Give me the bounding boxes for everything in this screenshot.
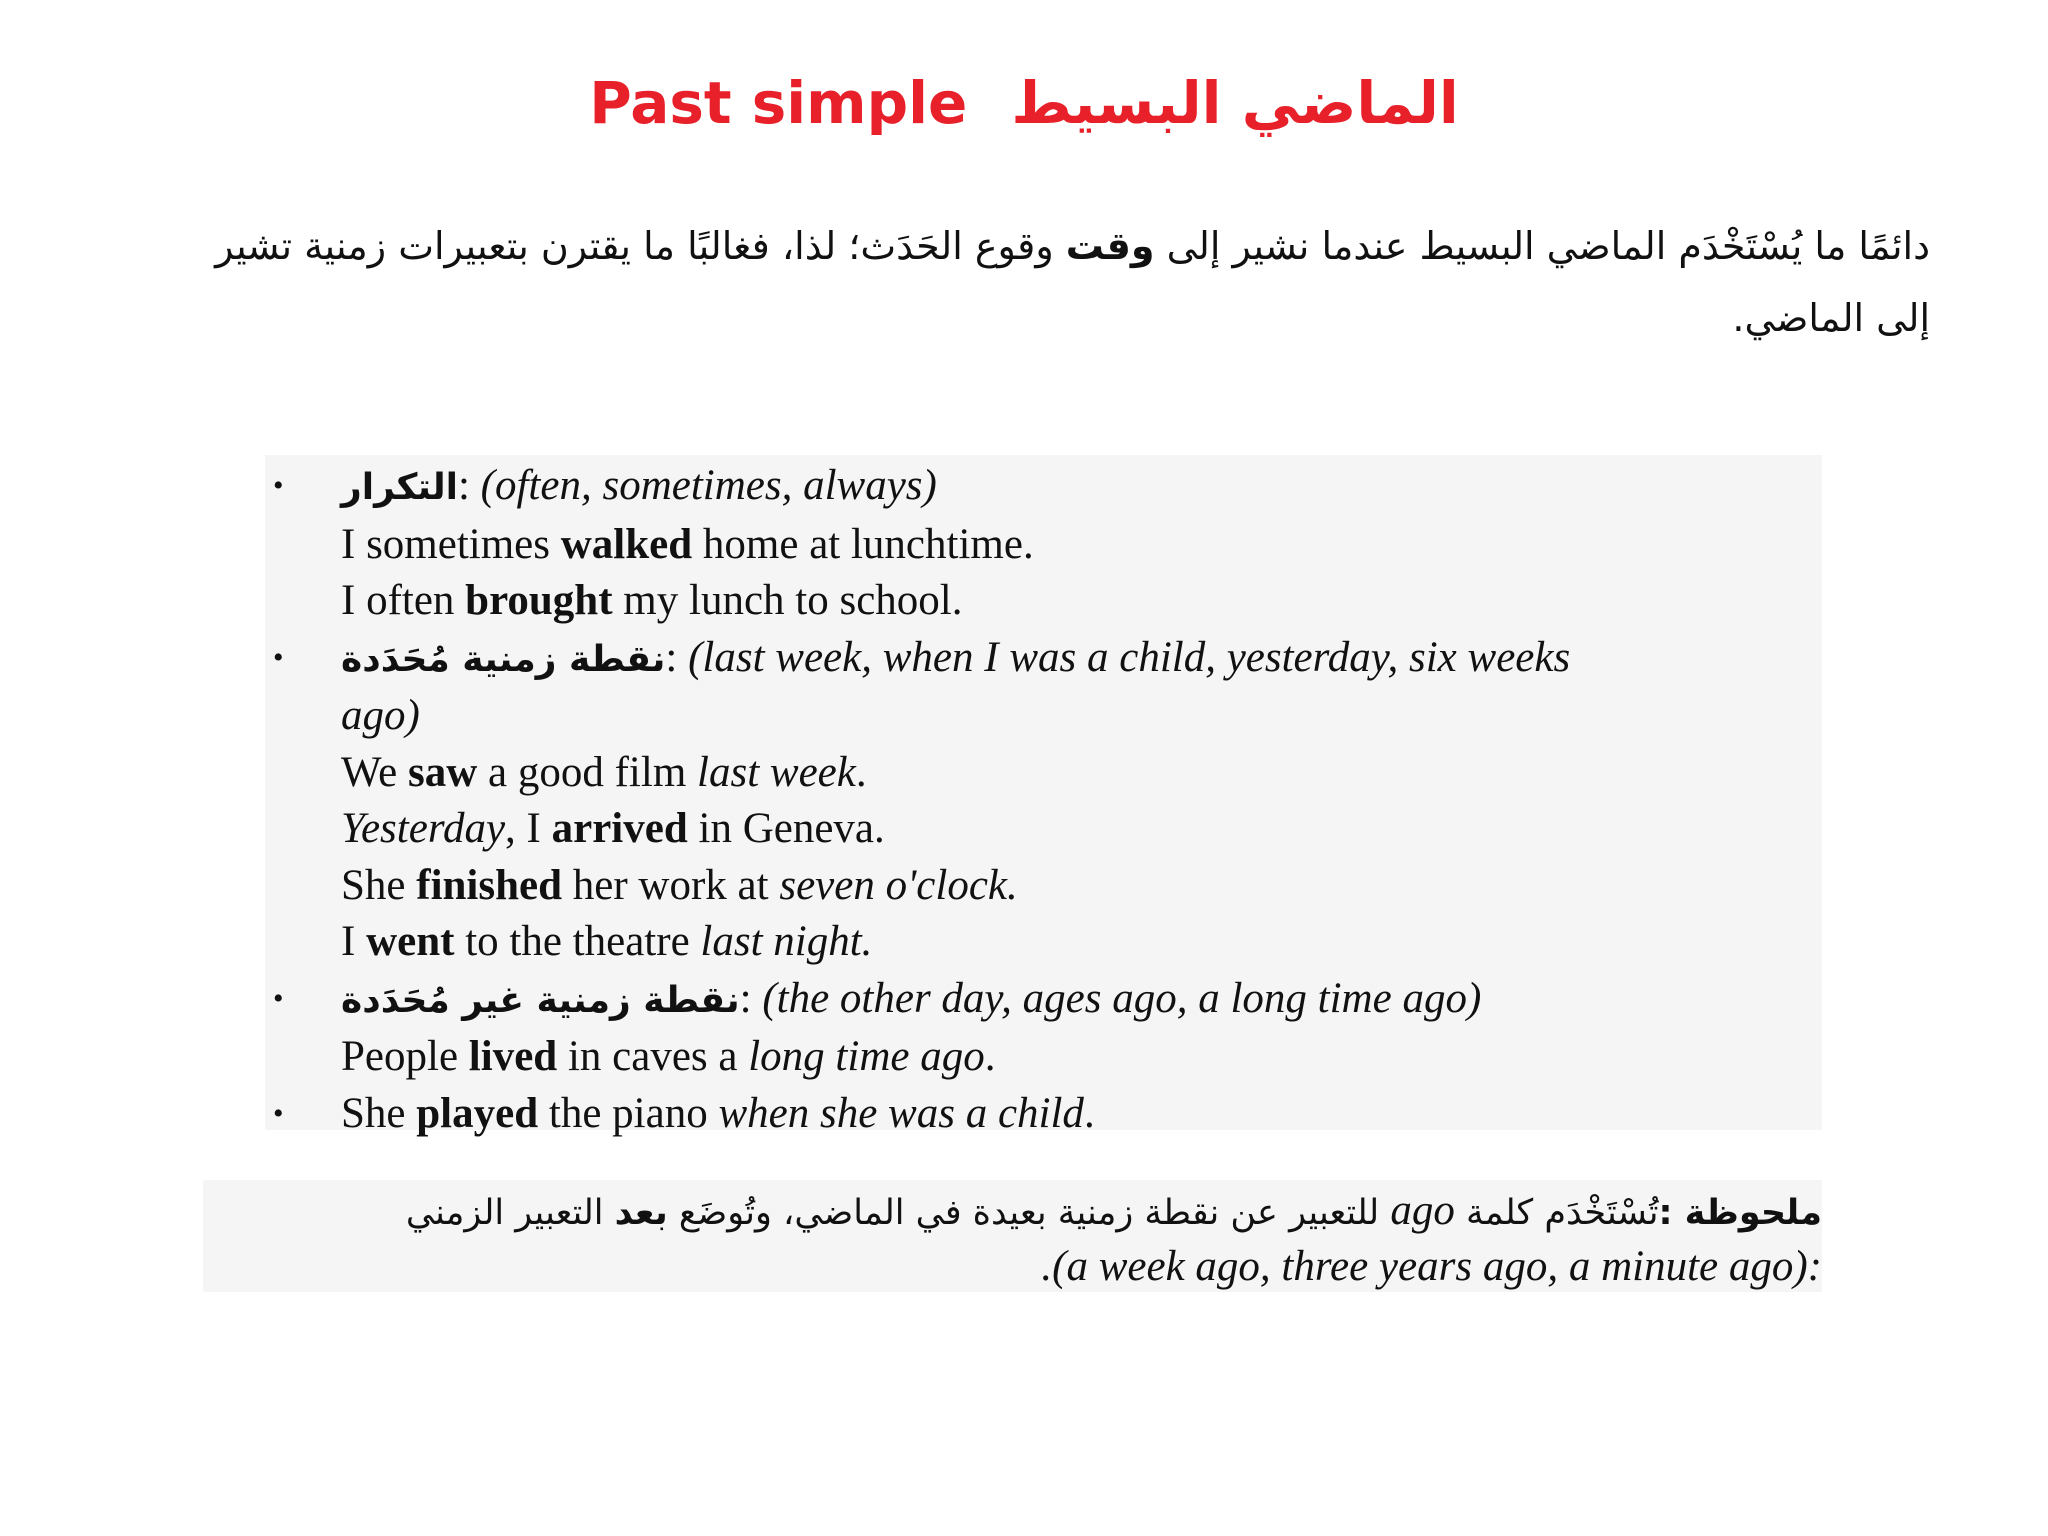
indefinite-time-label: نقطة زمنية غير مُحَدَدة xyxy=(341,979,740,1021)
example-sentence: People lived in caves a long time ago. xyxy=(341,1033,996,1080)
bullet: • xyxy=(273,981,284,1015)
list-item-example: • She played the piano when she was a child. xyxy=(265,1086,1822,1143)
note-text: ملحوظة :تُسْتَخْدَم كلمة ago للتعبير عن نقطة زمنية بعيدة في الماضي، وتُوضَع بعد التعبير الزمني xyxy=(405,1187,1822,1234)
time-expressions-list xyxy=(265,458,1822,1142)
frequency-expressions: (often, sometimes, always) xyxy=(480,462,937,509)
note-word-ago: ago xyxy=(1390,1187,1455,1234)
example-sentence: I often brought my lunch to school. xyxy=(341,577,963,624)
intro-bold-word: وقت xyxy=(1065,224,1155,268)
frequency-label: التكرار xyxy=(341,467,458,508)
note-label: ملحوظة : xyxy=(1658,1193,1822,1233)
example-sentence: She finished her work at seven o'clock. xyxy=(341,861,1018,909)
bullet: • xyxy=(273,640,284,674)
intro-text-1: دائمًا ما يُسْتَخْدَم الماضي البسيط عندما نشير إلى xyxy=(1154,224,1930,268)
intro-text-2: وقوع الحَدَث؛ لذا، فغالبًا ما يقترن بتعبيرات زمنية تشير إلى الماضي. xyxy=(215,224,1930,340)
indefinite-time-expressions: (the other day, ages ago, a long time ago) xyxy=(762,974,1482,1022)
title-english: Past simple xyxy=(589,69,968,137)
list-item-definite-time: • نقطة زمنية مُحَدَدة: (last week, when I was a child, yesterday, six weeks xyxy=(265,630,1822,689)
definite-time-expressions-cont: ago) xyxy=(341,692,420,739)
bullet: • xyxy=(273,1096,284,1130)
intro-paragraph xyxy=(160,210,1930,354)
example-sentence: I went to the theatre last night. xyxy=(341,918,873,965)
bullet: • xyxy=(273,469,284,502)
title-arabic: الماضي البسيط xyxy=(1011,69,1459,137)
page-title xyxy=(0,60,2048,146)
example-sentence: We saw a good film last week. xyxy=(341,748,867,796)
definite-time-label: نقطة زمنية مُحَدَدة xyxy=(341,638,666,680)
list-item-frequency: • التكرار: (often, sometimes, always) xyxy=(265,458,1822,517)
definite-time-expressions: (last week, when I was a child, yesterday, six weeks xyxy=(688,633,1571,681)
example-sentence: Yesterday, I arrived in Geneva. xyxy=(341,805,885,852)
list-item-indefinite-time: • نقطة زمنية غير مُحَدَدة: (the other day, ages ago, a long time ago) xyxy=(265,971,1822,1030)
example-sentence: I sometimes walked home at lunchtime. xyxy=(341,520,1034,568)
note-examples: .(a week ago, three years ago, a minute ago): xyxy=(1041,1243,1822,1290)
note-bold-word: بعد xyxy=(614,1193,668,1233)
